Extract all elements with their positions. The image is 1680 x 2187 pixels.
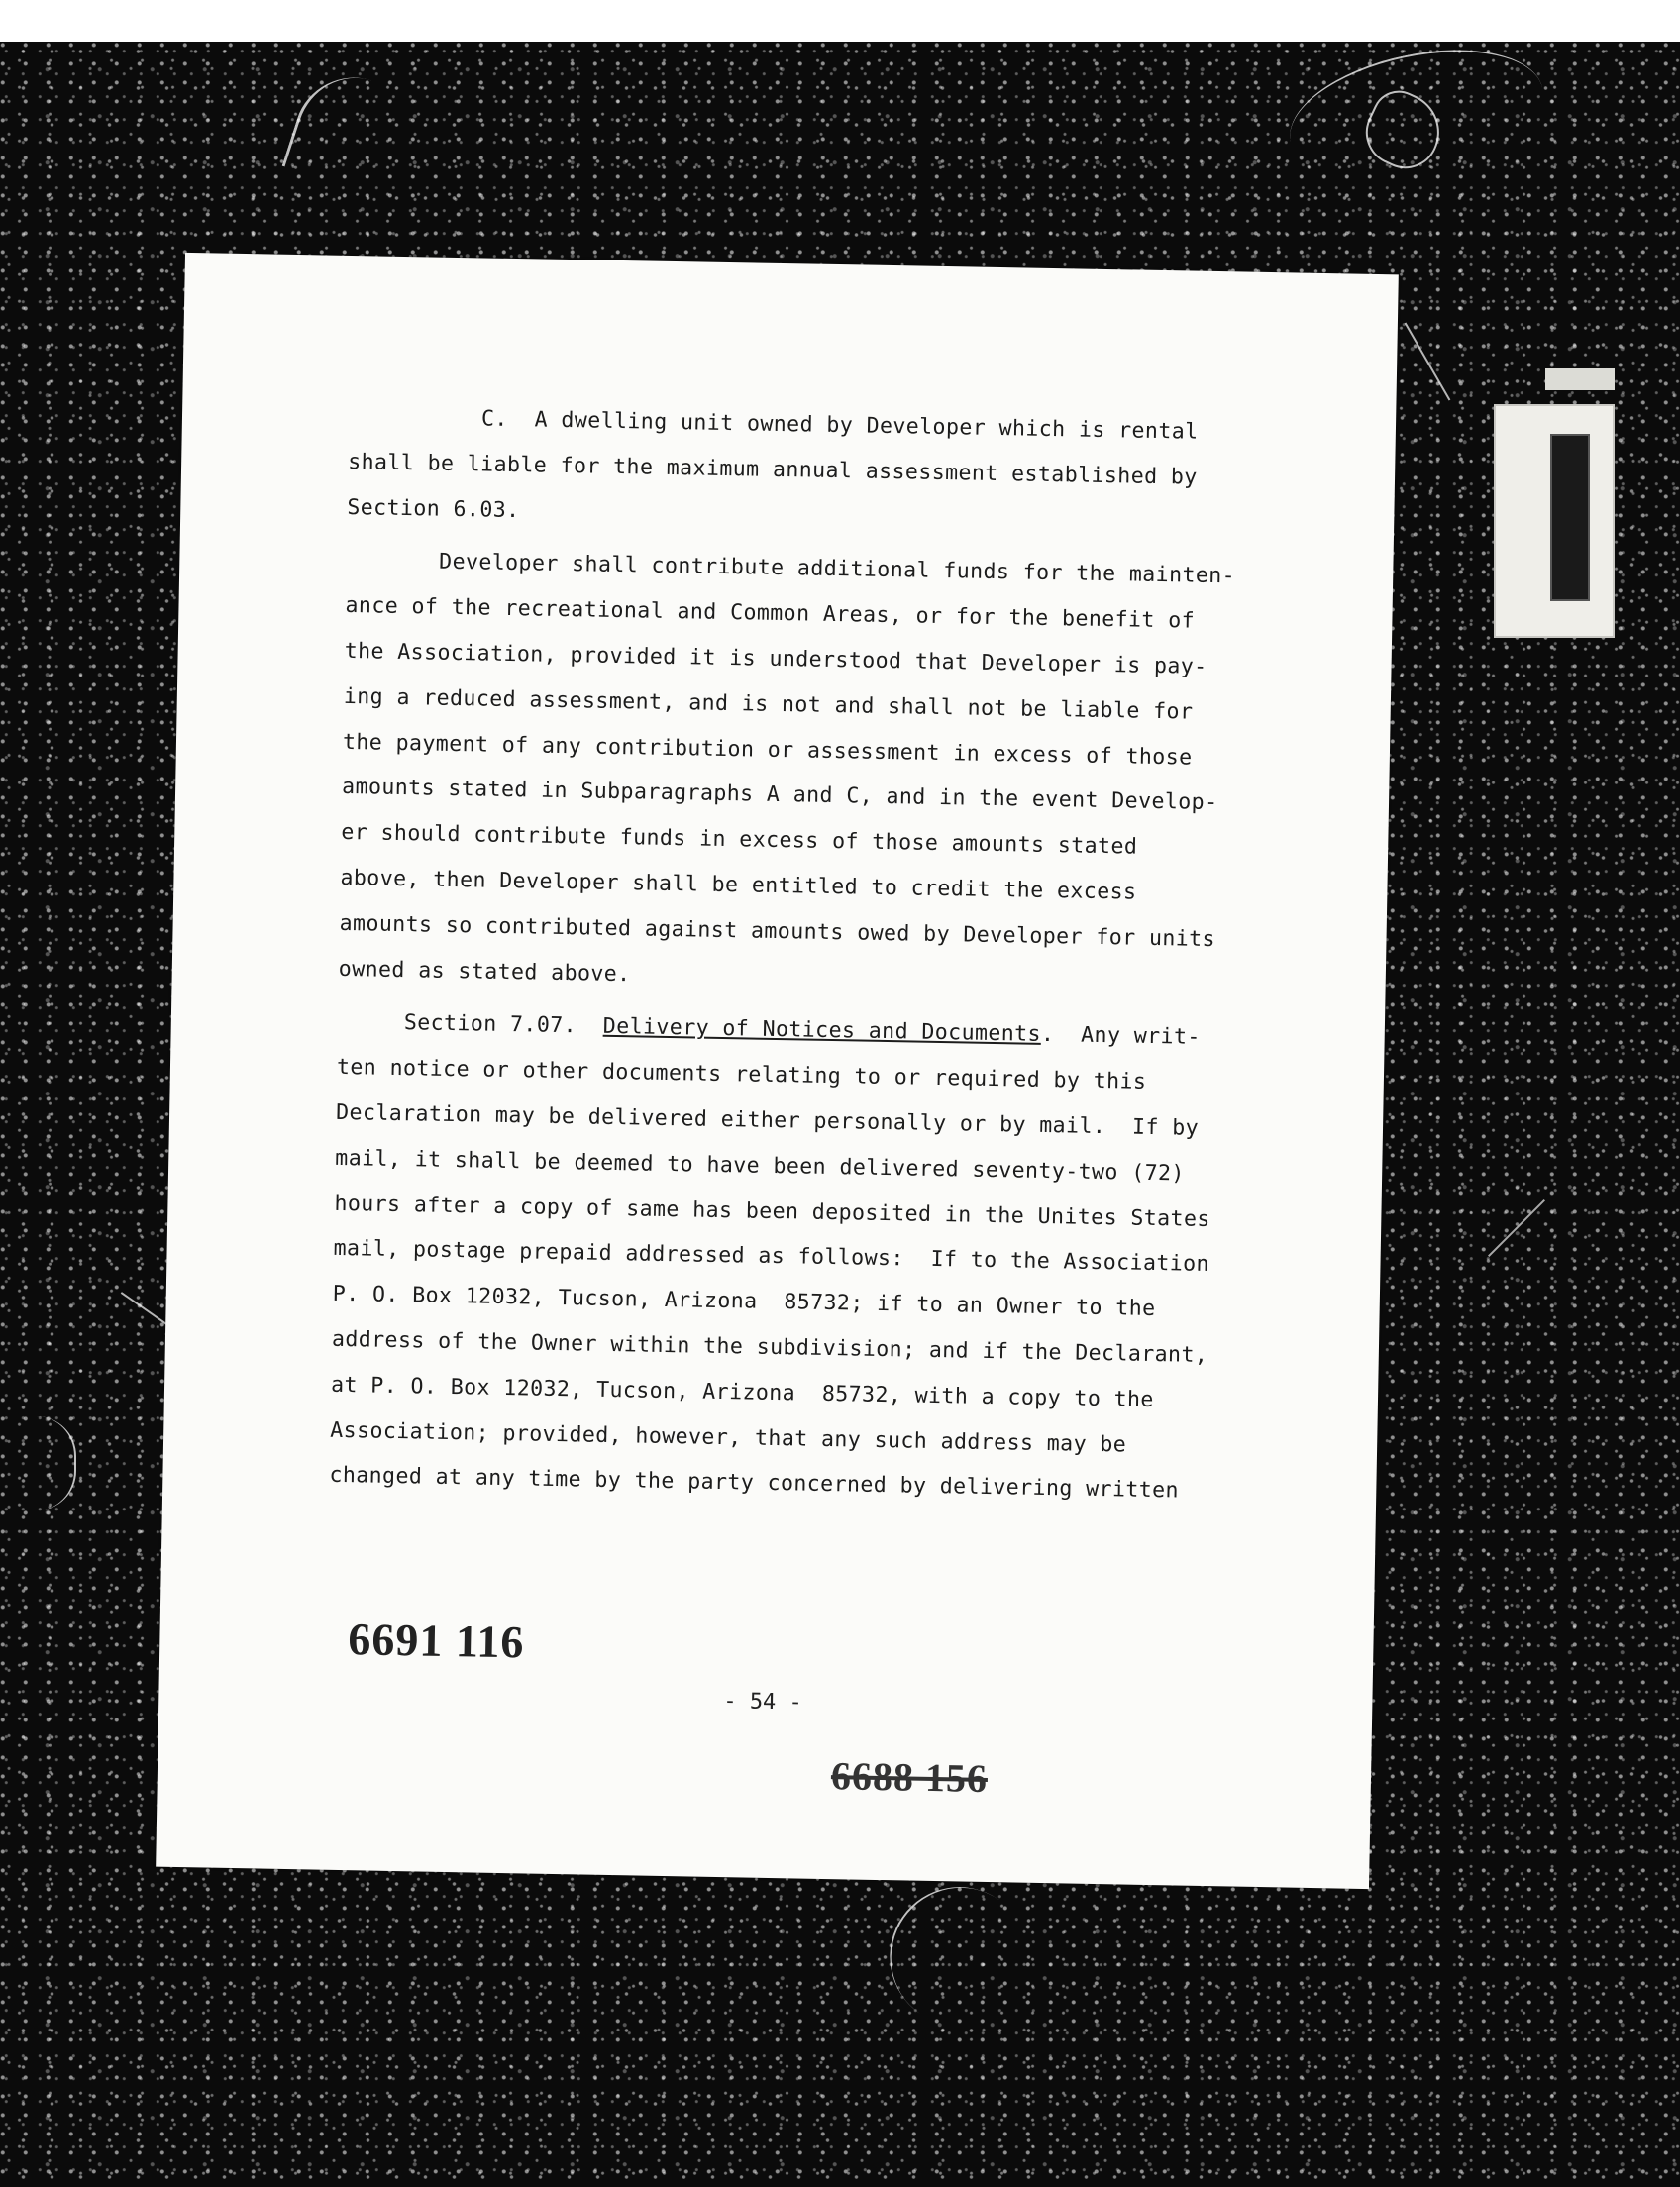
text-line: owned as stated above.	[338, 956, 631, 987]
text-line: amounts stated in Subparagraphs A and C, and in the event Develop-	[341, 775, 1218, 816]
document-page	[156, 253, 1399, 1889]
text-line: ten notice or other documents relating to or required by this	[336, 1055, 1147, 1094]
text-line: shall be liable for the maximum annual assessment established by	[347, 449, 1198, 490]
text-line: er should contribute funds in excess of those amounts stated	[341, 820, 1138, 860]
scan-top-margin	[0, 0, 1680, 42]
section-heading: Delivery of Notices and Documents	[602, 1014, 1042, 1048]
text-line: hours after a copy of same has been deposited in the Unites States	[334, 1191, 1210, 1232]
binder-clip-bar	[1545, 368, 1615, 390]
text-line: mail, postage prepaid addressed as follows: If to the Association	[333, 1236, 1210, 1278]
section-lead: . Any writ-	[1040, 1022, 1201, 1051]
text-line: amounts so contributed against amounts owed by Developer for units	[339, 910, 1216, 952]
text-line: at P. O. Box 12032, Tucson, Arizona 85732, with a copy to the	[330, 1372, 1155, 1412]
text-line: ance of the recreational and Common Areas, or for the benefit of	[345, 593, 1196, 634]
text-line: the payment of any contribution or assessment in excess of those	[342, 729, 1193, 771]
text-line: ing a reduced assessment, and is not and shall not be liable for	[343, 683, 1194, 725]
text-line: P. O. Box 12032, Tucson, Arizona 85732; if to an Owner to the	[332, 1281, 1156, 1322]
recording-stamp: 6691 116	[347, 1614, 525, 1668]
text-line: above, then Developer shall be entitled to credit the excess	[340, 865, 1137, 905]
binder-clip	[1494, 404, 1615, 638]
page-number: - 54 -	[723, 1689, 803, 1716]
text-line: Declaration may be delivered either personally or by mail. If by	[335, 1099, 1200, 1141]
text-line: C. A dwelling unit owned by Developer which is rental	[348, 403, 1199, 445]
text-line: Developer shall contribute additional funds for the mainten-	[346, 548, 1236, 589]
text-line: changed at any time by the party concerned by delivering written	[329, 1463, 1180, 1504]
text-line: the Association, provided it is understood that Developer is pay-	[344, 638, 1208, 679]
binder-clip-insert	[1550, 434, 1590, 601]
section-prefix: Section 7.07.	[337, 1009, 604, 1040]
document-body	[329, 394, 1285, 1515]
text-line: mail, it shall be deemed to have been delivered seventy-two (72)	[335, 1145, 1186, 1187]
struck-recording-stamp: 6688 156	[830, 1753, 989, 1802]
text-line: Section 6.03.	[347, 494, 520, 523]
text-line: Association; provided, however, that any such address may be	[330, 1417, 1127, 1458]
text-line: address of the Owner within the subdivision; and if the Declarant,	[331, 1326, 1208, 1368]
